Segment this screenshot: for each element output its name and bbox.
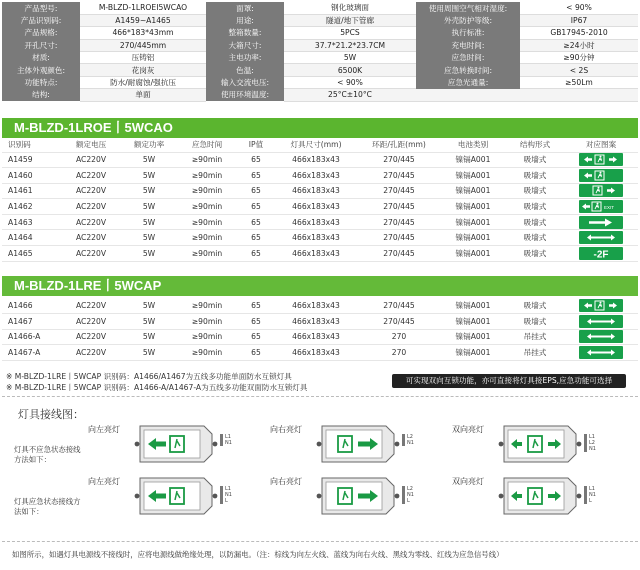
cell: A1466 xyxy=(2,298,60,314)
cell: ≥90min xyxy=(176,345,238,361)
product-row xyxy=(2,152,638,168)
cell: AC220V xyxy=(60,199,122,215)
cell: 466x183x43 xyxy=(274,314,358,330)
divider xyxy=(2,396,638,397)
cell: AC220V xyxy=(60,214,122,230)
cell: 镍镉A001 xyxy=(440,183,506,199)
row1-label: 灯具不应急状态接线方法如下： xyxy=(14,445,81,464)
cell: 65 xyxy=(238,298,274,314)
terminal-block xyxy=(584,434,596,452)
double-arrow-sign-icon xyxy=(579,315,623,328)
terminal-label: L xyxy=(407,498,410,504)
spec-value: GB17945-2010 xyxy=(520,27,638,39)
cell: ≥90min xyxy=(176,168,238,184)
spec-value: 270/445mm xyxy=(80,39,206,51)
cell: 270/445 xyxy=(358,314,440,330)
spec-value: 单面 xyxy=(80,89,206,101)
lamp-direction-label: 向左亮灯 xyxy=(88,477,120,486)
column-header: 识别码 xyxy=(2,138,60,152)
lamp-wiring-diagram-icon xyxy=(498,474,582,518)
svg-text:EXIT: EXIT xyxy=(604,205,615,211)
cell: ≥90min xyxy=(176,199,238,215)
cell: 65 xyxy=(238,183,274,199)
divider xyxy=(2,541,638,542)
spec-value: < 90% xyxy=(284,76,416,88)
terminal-label: L1 xyxy=(589,486,595,492)
cell: AC220V xyxy=(60,183,122,199)
cell: 466x183x43 xyxy=(274,152,358,168)
spec-value: ≥50Lm xyxy=(520,76,638,88)
cell: 镍镉A001 xyxy=(440,345,506,361)
cell: 65 xyxy=(238,345,274,361)
cell: 270 xyxy=(358,345,440,361)
spec-row xyxy=(2,27,638,39)
terminal-block xyxy=(220,486,232,504)
note: ※ M-BLZD-1LRE丨5WCAP 识别码：A1466-A/A1467-A为五线多功能双面防水互锁灯具 xyxy=(6,383,308,392)
spec-key: 产品型号: xyxy=(2,2,80,14)
cell: AC220V xyxy=(60,329,122,345)
product-row xyxy=(2,246,638,262)
terminal-label: L2 xyxy=(407,486,413,492)
terminal-label: N1 xyxy=(589,446,596,452)
spec-value: 5PCS xyxy=(284,27,416,39)
cell: 镍镉A001 xyxy=(440,246,506,262)
cell: 吸墙式 xyxy=(506,152,564,168)
spec-value: M-BLZD-1LROEⅠ5WCAO xyxy=(80,2,206,14)
cell: 镍镉A001 xyxy=(440,230,506,246)
product-table-2 xyxy=(2,298,638,361)
cell: 466x183x43 xyxy=(274,168,358,184)
cell: AC220V xyxy=(60,345,122,361)
cell: 镍镉A001 xyxy=(440,298,506,314)
column-header: 对应图案 xyxy=(564,138,638,152)
product-row xyxy=(2,183,638,199)
cell: A1465 xyxy=(2,246,60,262)
spec-key: 功能特点: xyxy=(2,76,80,88)
spec-value: ≥90分钟 xyxy=(520,52,638,64)
cell: A1461 xyxy=(2,183,60,199)
cell: 466x183x43 xyxy=(274,246,358,262)
cell: 5W xyxy=(122,314,176,330)
spec-key: 应急光通量: xyxy=(416,76,520,88)
terminal-block xyxy=(220,434,232,446)
spec-key: 主体外观颜色: xyxy=(2,64,80,76)
spec-key: 色温: xyxy=(206,64,284,76)
cell: 65 xyxy=(238,246,274,262)
pattern-cell xyxy=(564,230,638,246)
lamp-direction-label: 向右亮灯 xyxy=(270,425,302,434)
interlock-callout: 可实现双向互锁功能，亦可直接将灯具接EPS,应急功能可选择 xyxy=(392,374,626,388)
cell: 5W xyxy=(122,345,176,361)
pattern-cell xyxy=(564,314,638,330)
exit-left-sign-icon xyxy=(579,169,623,182)
cell: AC220V xyxy=(60,314,122,330)
column-header: 电池类别 xyxy=(440,138,506,152)
spec-row xyxy=(2,52,638,64)
column-header: IP值 xyxy=(238,138,274,152)
cell: 65 xyxy=(238,314,274,330)
spec-row xyxy=(2,39,638,51)
cell: A1467-A xyxy=(2,345,60,361)
spec-row xyxy=(2,14,638,26)
lamp-wiring-diagram-icon xyxy=(498,422,582,466)
spec-value: 隧道/地下管廊 xyxy=(284,14,416,26)
spec-value xyxy=(520,89,638,101)
spec-key: 结构: xyxy=(2,89,80,101)
section-title: M-BLZD-1LRE丨5WCAP xyxy=(14,278,162,293)
spec-value: 钢化玻璃面 xyxy=(284,2,416,14)
spec-key: 外壳防护等级: xyxy=(416,14,520,26)
terminal-block xyxy=(584,486,596,504)
cell: 镍镉A001 xyxy=(440,152,506,168)
cell: 466x183x43 xyxy=(274,298,358,314)
svg-text:-2F: -2F xyxy=(593,249,609,260)
lamp-wiring-diagram-icon xyxy=(316,422,400,466)
cell: ≥90min xyxy=(176,183,238,199)
cell: 吊挂式 xyxy=(506,345,564,361)
cell: ≥90min xyxy=(176,152,238,168)
lamp-direction-label: 向左亮灯 xyxy=(88,425,120,434)
cell: 5W xyxy=(122,329,176,345)
cell: 65 xyxy=(238,152,274,168)
product-row xyxy=(2,345,638,361)
cell: 吊挂式 xyxy=(506,329,564,345)
right-arrow-sign-icon xyxy=(579,216,623,229)
cell: 镍镉A001 xyxy=(440,314,506,330)
lamp-wiring-diagram-icon xyxy=(134,474,218,518)
cell: AC220V xyxy=(60,298,122,314)
cell: 吸墙式 xyxy=(506,230,564,246)
cell: AC220V xyxy=(60,168,122,184)
terminal-block xyxy=(402,434,414,446)
spec-value: < 90% xyxy=(520,2,638,14)
terminal-label: N1 xyxy=(407,440,414,446)
exit-right-sign-icon xyxy=(579,184,623,197)
cell: 270 xyxy=(358,329,440,345)
cell: 5W xyxy=(122,246,176,262)
lamp-direction-label: 双向亮灯 xyxy=(452,425,484,434)
spec-value: 25°C±10°C xyxy=(284,89,416,101)
spec-value: < 2S xyxy=(520,64,638,76)
cell: A1463 xyxy=(2,214,60,230)
spec-row xyxy=(2,64,638,76)
exit-sign-icon xyxy=(579,200,623,213)
cell: 65 xyxy=(238,199,274,215)
cell: 270/445 xyxy=(358,298,440,314)
cell: A1464 xyxy=(2,230,60,246)
cell: A1460 xyxy=(2,168,60,184)
cell: 65 xyxy=(238,168,274,184)
section-header-1 xyxy=(2,118,638,138)
terminal-block xyxy=(402,486,414,504)
spec-key: 产品规格: xyxy=(2,27,80,39)
cell: 270/445 xyxy=(358,168,440,184)
cell: 270/445 xyxy=(358,183,440,199)
cell: ≥90min xyxy=(176,214,238,230)
spec-value: 花岗灰 xyxy=(80,64,206,76)
column-header: 额定功率 xyxy=(122,138,176,152)
cell: ≥90min xyxy=(176,298,238,314)
terminal-label: N1 xyxy=(225,492,232,498)
lamp-wiring-diagram-icon xyxy=(316,474,400,518)
cell: 吸墙式 xyxy=(506,298,564,314)
cell: 466x183x43 xyxy=(274,230,358,246)
cell: 吸墙式 xyxy=(506,246,564,262)
cell: 吸墙式 xyxy=(506,183,564,199)
spec-key: 充电时间: xyxy=(416,39,520,51)
spec-row xyxy=(2,2,638,14)
cell: 吸墙式 xyxy=(506,314,564,330)
spec-key: 用途: xyxy=(206,14,284,26)
cell: ≥90min xyxy=(176,246,238,262)
terminal-label: N1 xyxy=(407,492,414,498)
column-header: 环距/孔距(mm) xyxy=(358,138,440,152)
cell: 466x183x43 xyxy=(274,329,358,345)
lamp-wiring-diagram-icon xyxy=(134,422,218,466)
product-row xyxy=(2,329,638,345)
cell: 5W xyxy=(122,298,176,314)
spec-value: 防水/耐腐蚀/强抗压 xyxy=(80,76,206,88)
product-row xyxy=(2,298,638,314)
cell: 5W xyxy=(122,199,176,215)
terminal-label: L xyxy=(589,498,592,504)
spec-table xyxy=(2,2,638,102)
spec-value: A1459~A1465 xyxy=(80,14,206,26)
cell: 65 xyxy=(238,329,274,345)
terminal-label: N1 xyxy=(589,492,596,498)
product-row xyxy=(2,314,638,330)
spec-key xyxy=(416,89,520,101)
product-row xyxy=(2,214,638,230)
cell: ≥90min xyxy=(176,230,238,246)
spec-key: 主电功率: xyxy=(206,52,284,64)
cell: 270/445 xyxy=(358,214,440,230)
cell: A1459 xyxy=(2,152,60,168)
spec-value: IP67 xyxy=(520,14,638,26)
cell: ≥90min xyxy=(176,314,238,330)
spec-key: 应急时间: xyxy=(416,52,520,64)
spec-key: 输入交流电压: xyxy=(206,76,284,88)
product-row xyxy=(2,230,638,246)
spec-value: 37.7*21.2*23.7CM xyxy=(284,39,416,51)
spec-row xyxy=(2,76,638,88)
pattern-cell xyxy=(564,152,638,168)
terminal-label: L xyxy=(225,498,228,504)
cell: A1462 xyxy=(2,199,60,215)
cell: AC220V xyxy=(60,152,122,168)
spec-value: 5W xyxy=(284,52,416,64)
wiring-title: 灯具接线图： xyxy=(18,408,84,421)
cell: 5W xyxy=(122,183,176,199)
spec-value: 6500K xyxy=(284,64,416,76)
cell: 5W xyxy=(122,168,176,184)
cell: 466x183x43 xyxy=(274,199,358,215)
cell: 吸墙式 xyxy=(506,214,564,230)
cell: 5W xyxy=(122,230,176,246)
product-row xyxy=(2,199,638,215)
pattern-cell xyxy=(564,214,638,230)
spec-key: 大箱尺寸: xyxy=(206,39,284,51)
column-header: 应急时间 xyxy=(176,138,238,152)
spec-key: 应急转换时间: xyxy=(416,64,520,76)
footnote: 如图所示，如遇灯具电源线不接线时，应将电源线做绝缘处理，以防漏电。（注：棕线为向左火线、蓝线为向右火线、黑线为零线、红线为应急信号线） xyxy=(12,550,504,559)
spec-key: 面罩: xyxy=(206,2,284,14)
lamp-direction-label: 双向亮灯 xyxy=(452,477,484,486)
section-header-2 xyxy=(2,276,638,296)
pattern-cell xyxy=(564,183,638,199)
product-table-1 xyxy=(2,138,638,262)
terminal-label: N1 xyxy=(225,440,232,446)
note: ※ M-BLZD-1LRE丨5WCAP 识别码：A1466/A1467为五线多功能单面防水互锁灯具 xyxy=(6,372,292,381)
exit-left-right-sign-icon xyxy=(579,153,623,166)
cell: 270/445 xyxy=(358,246,440,262)
cell: 466x183x43 xyxy=(274,214,358,230)
spec-row xyxy=(2,89,638,101)
pattern-cell xyxy=(564,168,638,184)
spec-key: 整箱数量: xyxy=(206,27,284,39)
terminal-label: L1 xyxy=(225,434,231,440)
pattern-cell xyxy=(564,246,638,262)
notes xyxy=(6,371,386,393)
cell: 镍镉A001 xyxy=(440,214,506,230)
column-header: 灯具尺寸(mm) xyxy=(274,138,358,152)
spec-key: 产品识别码: xyxy=(2,14,80,26)
double-arrow-sign-icon xyxy=(579,231,623,244)
double-arrow-sign-icon xyxy=(579,330,623,343)
pattern-cell xyxy=(564,345,638,361)
cell: A1466-A xyxy=(2,329,60,345)
column-header: 额定电压 xyxy=(60,138,122,152)
cell: AC220V xyxy=(60,246,122,262)
cell: 吸墙式 xyxy=(506,168,564,184)
terminal-label: L2 xyxy=(589,440,595,446)
spec-value: 压铸铝 xyxy=(80,52,206,64)
cell: 270/445 xyxy=(358,230,440,246)
cell: 65 xyxy=(238,214,274,230)
spec-value: ≥24小时 xyxy=(520,39,638,51)
cell: 270/445 xyxy=(358,199,440,215)
cell: A1467 xyxy=(2,314,60,330)
exit-left-right-sign-icon xyxy=(579,299,623,312)
double-arrow-sign-icon xyxy=(579,346,623,359)
cell: 镍镉A001 xyxy=(440,168,506,184)
cell: 466x183x43 xyxy=(274,345,358,361)
pattern-cell xyxy=(564,298,638,314)
terminal-label: L1 xyxy=(589,434,595,440)
terminal-label: L2 xyxy=(407,434,413,440)
terminal-label: L1 xyxy=(225,486,231,492)
spec-key: 开孔尺寸: xyxy=(2,39,80,51)
cell: 65 xyxy=(238,230,274,246)
lamp-direction-label: 向右亮灯 xyxy=(270,477,302,486)
cell: 5W xyxy=(122,214,176,230)
spec-key: 材质: xyxy=(2,52,80,64)
pattern-cell xyxy=(564,329,638,345)
section-title: M-BLZD-1LROE丨5WCAO xyxy=(14,120,173,135)
spec-key: 执行标准: xyxy=(416,27,520,39)
cell: AC220V xyxy=(60,230,122,246)
cell: 镍镉A001 xyxy=(440,329,506,345)
floor-sign-icon xyxy=(579,247,623,260)
cell: 466x183x43 xyxy=(274,183,358,199)
spec-key: 使用周围空气相对湿度: xyxy=(416,2,520,14)
product-row xyxy=(2,168,638,184)
cell: 270/445 xyxy=(358,152,440,168)
spec-key: 使用环境温度: xyxy=(206,89,284,101)
spec-value: 466*183*43mm xyxy=(80,27,206,39)
row2-label: 灯具应急状态接线方法如下： xyxy=(14,497,81,516)
column-header: 结构形式 xyxy=(506,138,564,152)
cell: 5W xyxy=(122,152,176,168)
cell: ≥90min xyxy=(176,329,238,345)
cell: 镍镉A001 xyxy=(440,199,506,215)
pattern-cell xyxy=(564,199,638,215)
cell: 吸墙式 xyxy=(506,199,564,215)
